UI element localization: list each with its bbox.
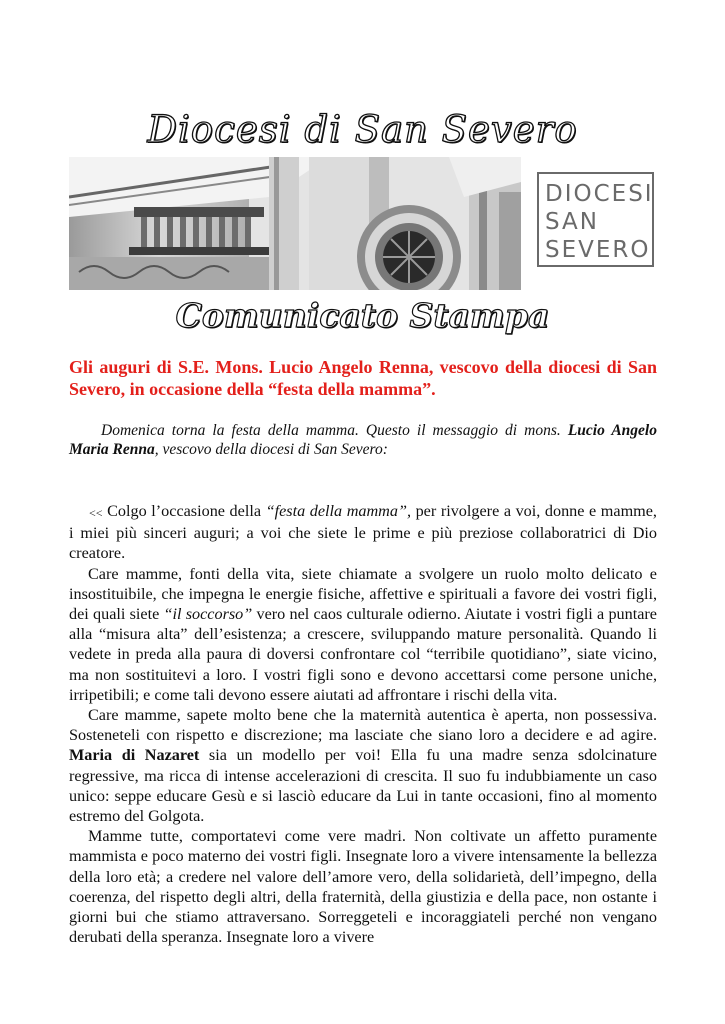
intro-bishop-name: Lucio Angelo Maria Renna <box>69 422 657 458</box>
press-release-title: Comunicato Stampa <box>175 296 550 335</box>
intro-text-after: , vescovo della diocesi di San Severo: <box>154 441 388 458</box>
paragraph-1 <box>69 501 657 564</box>
headline: Gli auguri di S.E. Mons. Lucio Angelo Renna, vescovo della diocesi di San Severo, in occasione della “festa della mamma”. <box>69 357 657 399</box>
diocese-title: Diocesi di San Severo <box>147 108 578 151</box>
p1-emphasis: “festa della mamma”, <box>265 502 411 520</box>
paragraph-4: Mamme tutte, comportatevi come vere madri. Non coltivate un affetto puramente mammista e poco materno dei vostri figli. Insegnate loro a vivere intensamente la bellezza della loro età; a credere nel valore dell’amore vero, della solidarietà, dell’impegno, della coerenza, del rispetto degli altri, della fraternità, della giustizia e della pace, non ostante i giorni bui che stiamo attraversano. Sorreggeteli e incoraggiateli perché non vengano derubati della speranza. Insegnate loro a vivere <box>69 827 657 947</box>
p1-text-b: per rivolgere a voi, donne e mamme, i miei più sinceri auguri; a voi che siete le prime e più preziose collaboratrici di Dio creatore. <box>69 502 657 563</box>
logo-line-severo: SEVERO <box>545 237 651 263</box>
p2-text-a: Care mamme, fonti della vita, siete chiamate a svolgere un ruolo molto delicato e insostituibile, che impegna le energie fisiche, affettive e spirituali a favore dei vostri figli, dei quali siete <box>69 564 657 624</box>
logo-line-san: SAN <box>545 209 599 235</box>
diocese-logo <box>537 172 654 267</box>
opening-quote-mark: << <box>89 506 103 520</box>
p3-strong: Maria di Nazaret <box>69 746 200 765</box>
intro-text-before: Domenica torna la festa della mamma. Questo il messaggio di mons. <box>101 422 568 439</box>
p1-text-a: Colgo l’occasione della <box>102 502 266 520</box>
p3-text-b: sia un modello per voi! Ella fu una madre senza sdolcinature regressive, ma ricca di intense accelerazioni di crescita. Il suo fu indubbiamente un caso unico: seppe educare Gesù e si lasciò educare da Lui in tante occasioni, fino al momento estremo del Golgota. <box>69 746 657 826</box>
p2-text-b: vero nel caos culturale odierno. Aiutate i vostri figli a puntare alla “misura alta” dell’esistenza; a crescere, sviluppando mature personalità. Quando li vedete in preda alla paura di doversi confrontare col “terribile quotidiano”, siate vicino, ma non sostituitevi a loro. I vostri figli sono e devono accettarsi come persone uniche, irripetibili; e come tali devono essere aiutati ad affrontare i rischi della vita. <box>69 605 657 704</box>
cathedral-photo <box>69 157 521 290</box>
p3-text-a: Care mamme, sapete molto bene che la maternità autentica è aperta, non possessiva. Sosteneteli con rispetto e discrezione; ma lasciate che siano loro a decidere e ad agire. <box>69 706 657 745</box>
paragraph-2 <box>69 564 657 705</box>
intro-paragraph <box>69 421 657 459</box>
logo-line-diocesi: DIOCESI <box>545 181 654 207</box>
p2-emphasis: “il soccorso” <box>163 605 253 624</box>
letter-body <box>69 501 657 947</box>
paragraph-3 <box>69 705 657 826</box>
